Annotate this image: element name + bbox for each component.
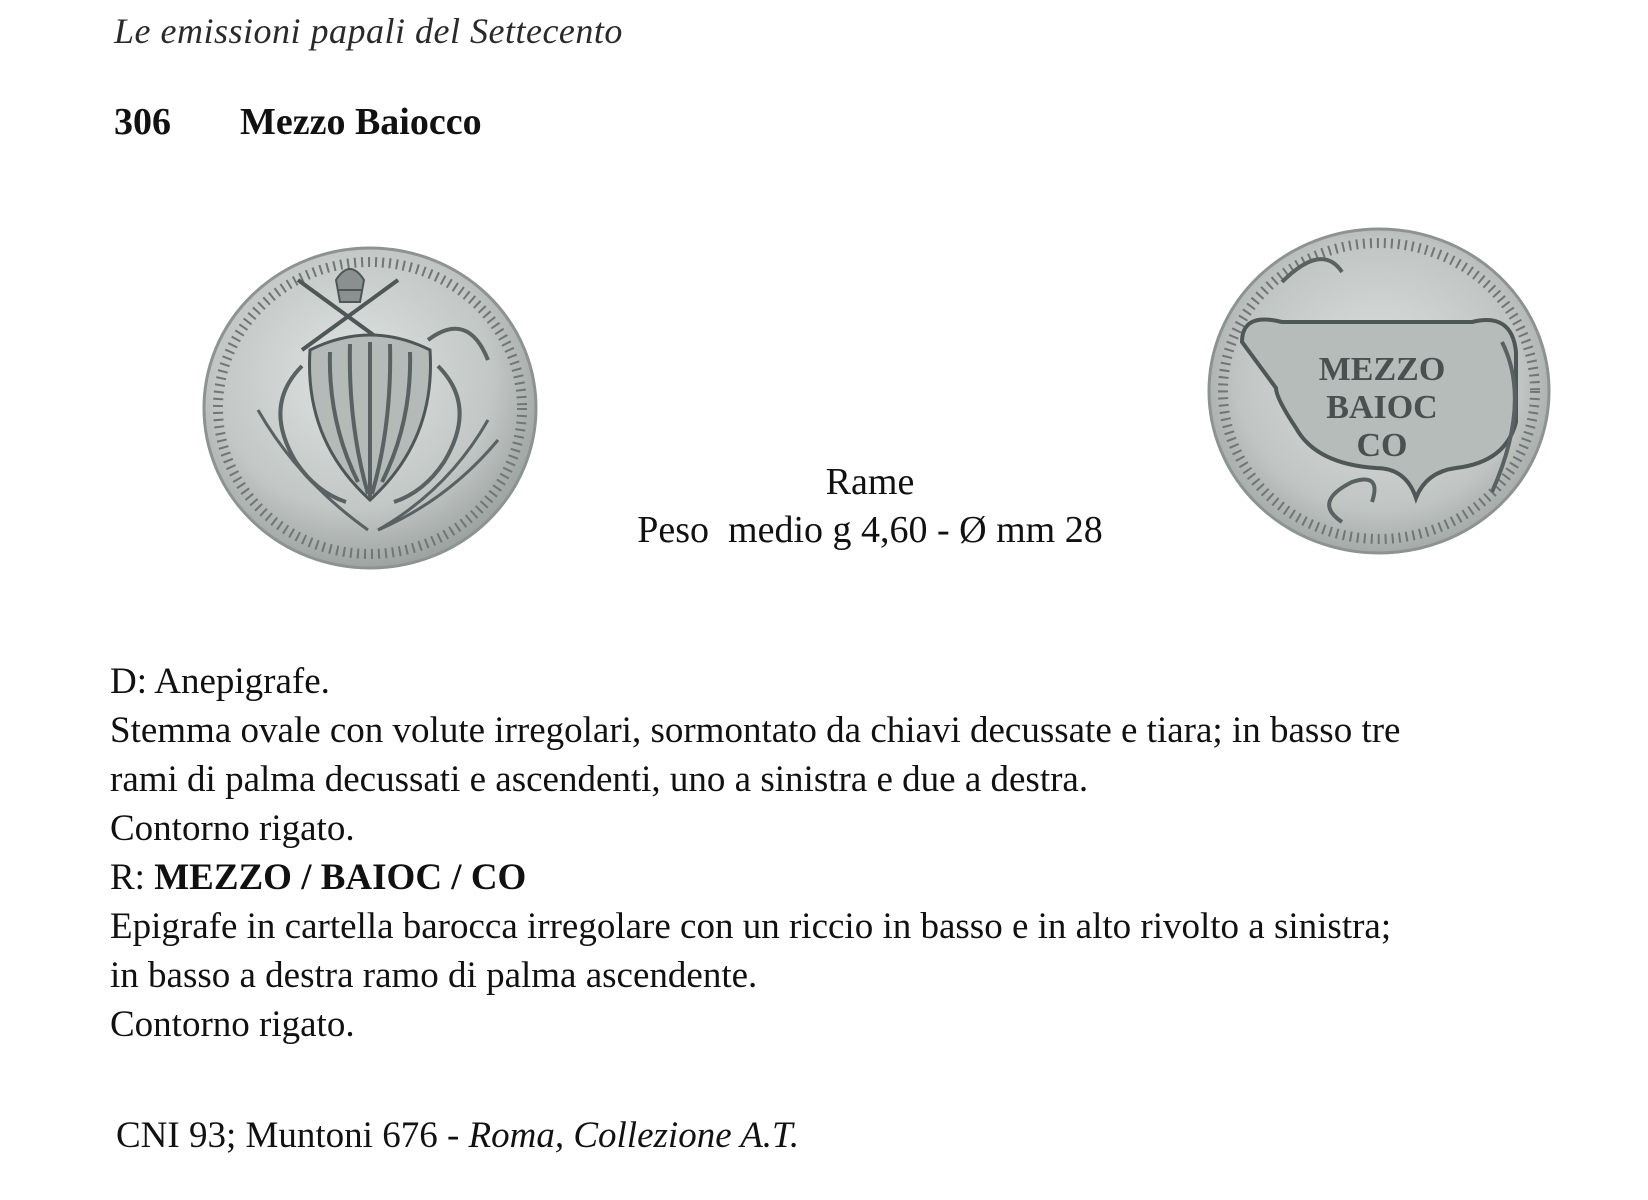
reverse-label: R: — [110, 857, 145, 898]
reverse-coin-image — [1202, 222, 1556, 560]
papal-coat-of-arms-coin-icon — [198, 240, 542, 576]
entry-number: 306 — [114, 101, 171, 143]
references — [116, 1114, 799, 1157]
reverse-heading — [110, 853, 1640, 902]
obverse-description-line-2: rami di palma decussati e ascendenti, uno a sinistra e due a destra. — [110, 759, 1089, 800]
reverse-legend-line-1: MEZZO — [1318, 351, 1446, 388]
baroque-cartouche-coin-icon — [1202, 222, 1556, 560]
reverse-description-line-2: in basso a destra ramo di palma ascendente. — [110, 955, 758, 996]
reverse-legend: MEZZO / BAIOC / CO — [154, 857, 527, 898]
metal-label: Rame — [825, 461, 915, 503]
obverse-label: D: — [110, 661, 147, 702]
obverse-heading — [110, 657, 1640, 706]
reverse-description-line-1: Epigrafe in cartella barocca irregolare con un riccio in basso e in alto rivolto a sinistra; — [110, 906, 1392, 947]
coin-specs — [560, 458, 1180, 554]
running-head: Le emissioni papali del Settecento — [114, 11, 623, 51]
reverse-legend-line-3: CO — [1356, 427, 1408, 464]
reverse-legend-line-2: BAIOC — [1326, 389, 1438, 426]
reverse-edge: Contorno rigato. — [110, 1004, 355, 1045]
catalog-references: CNI 93; Muntoni 676 - — [116, 1115, 469, 1156]
obverse-edge: Contorno rigato. — [110, 808, 355, 849]
obverse-legend: Anepigrafe. — [154, 661, 330, 702]
coin-description — [110, 657, 1640, 1049]
weight-diameter-label: Peso medio g 4,60 - Ø mm 28 — [637, 509, 1103, 551]
entry-title: Mezzo Baiocco — [240, 101, 482, 143]
collection-reference: Roma, Collezione A.T. — [468, 1115, 800, 1156]
obverse-coin-image — [198, 240, 542, 576]
obverse-description-line-1: Stemma ovale con volute irregolari, sormontato da chiavi decussate e tiara; in basso tre — [110, 710, 1401, 751]
